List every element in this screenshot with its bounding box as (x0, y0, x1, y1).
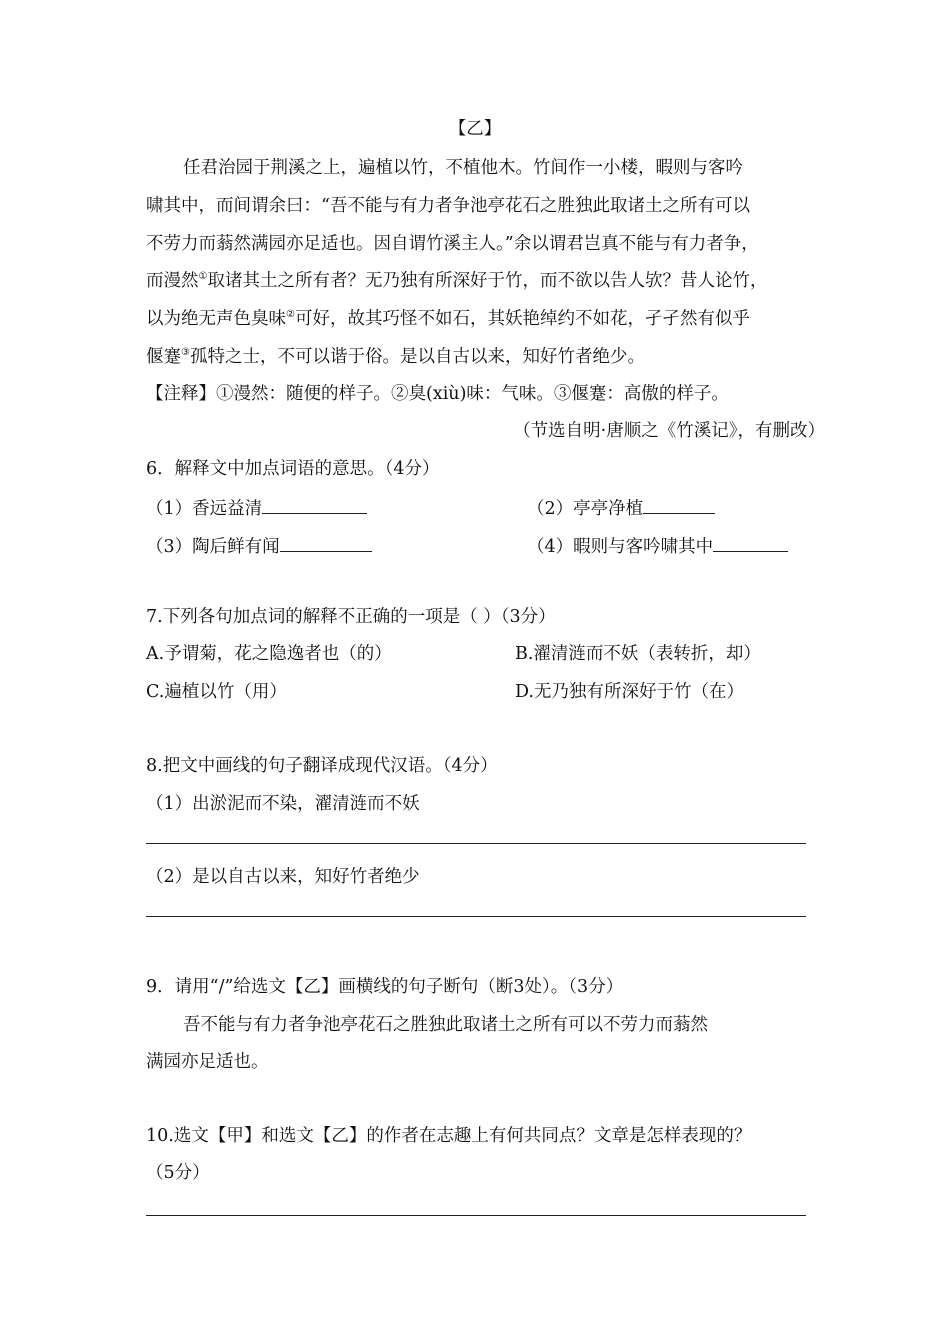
passage-line: 以为绝无声色臭味②可好，故其巧怪不如石，其妖艳绰约不如花，孑孑然有似乎 (146, 309, 750, 329)
answer-blank[interactable] (643, 495, 715, 514)
footnote-marker: ② (286, 309, 295, 320)
q6-item-3: （3）陶后鲜有闻 (146, 533, 372, 558)
passage-line: 啸其中，而间谓余曰：“吾不能与有力者争池亭花石之胜独此取诸土之所有可以 (146, 196, 750, 216)
q8-item-1: （1）出淤泥而不染，濯清涟而不妖 (146, 794, 420, 814)
q7-option-c: C.遍植以竹（用） (146, 682, 287, 702)
answer-line[interactable] (146, 916, 806, 917)
q6-title: 6．解释文中加点词语的意思。（4分） (146, 459, 440, 479)
q10-score: （5分） (146, 1163, 210, 1183)
answer-blank[interactable] (713, 533, 788, 552)
q9-line: 满园亦足适也。 (146, 1052, 269, 1072)
q6-item-1: （1）香远益清 (146, 495, 367, 520)
passage-heading: 【乙】 (448, 119, 502, 139)
footnote-marker: ① (198, 271, 208, 282)
source-citation: （节选自明·唐顺之《竹溪记》，有删改） (513, 421, 825, 441)
q7-option-b: B.濯清涟而不妖（表转折，却） (515, 644, 761, 664)
passage-line: 任君治园于荆溪之上，遍植以竹，不植他木。竹间作一小楼，暇则与客吟 (183, 158, 743, 178)
q10-title: 10.选文【甲】和选文【乙】的作者在志趣上有何共同点？文章是怎样表现的？ (146, 1126, 752, 1146)
q9-title: 9．请用“/”给选文【乙】画横线的句子断句（断3处）。（3分） (146, 977, 624, 997)
answer-blank[interactable] (262, 495, 367, 514)
q7-title: 7.下列各句加点词的解释不正确的一项是（ ）（3分） (146, 607, 556, 627)
q7-option-a: A.予谓菊，花之隐逸者也（的） (146, 644, 392, 664)
footnote-marker: ③ (181, 347, 190, 358)
q6-item-2: （2）亭亭净植 (527, 495, 715, 520)
annotation-note: 【注释】①漫然：随便的样子。②臭(xiù)味：气味。③偃蹇：高傲的样子。 (146, 384, 729, 404)
passage-line: 偃蹇③孤特之士，不可以谐于俗。是以自古以来，知好竹者绝少。 (146, 347, 645, 367)
answer-blank[interactable] (280, 533, 372, 552)
answer-line[interactable] (146, 1215, 806, 1216)
answer-line[interactable] (146, 843, 806, 844)
q6-item-4: （4）暇则与客吟啸其中 (527, 533, 788, 558)
q9-line: 吾不能与有力者争池亭花石之胜独此取诸土之所有可以不劳力而蓊然 (183, 1015, 708, 1035)
q7-option-d: D.无乃独有所深好于竹（在） (515, 682, 744, 702)
passage-line: 而漫然①取诸其土之所有者？无乃独有所深好于竹，而不欲以告人欤？昔人论竹， (146, 271, 768, 291)
passage-line: 不劳力而蓊然满园亦足适也。因自谓竹溪主人。”余以谓君岂真不能与有力者争， (146, 234, 759, 254)
q8-title: 8.把文中画线的句子翻译成现代汉语。（4分） (146, 756, 498, 776)
q8-item-2: （2）是以自古以来，知好竹者绝少 (146, 867, 420, 887)
